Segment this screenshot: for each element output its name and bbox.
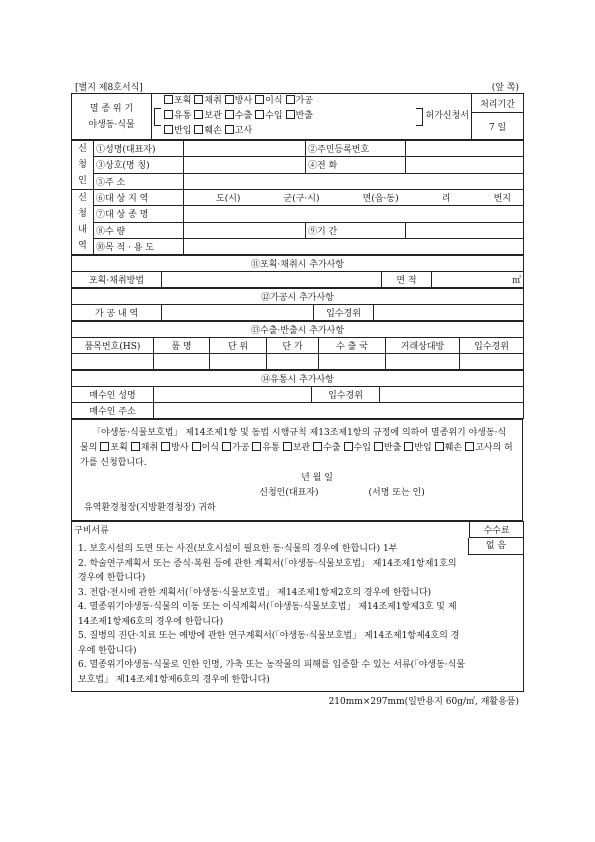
left-bracket: [154, 108, 161, 126]
signature-note: (서명 또는 인): [368, 488, 425, 498]
declaration-option-보관[interactable]: 보관: [280, 443, 310, 453]
title-line2: 야생동·식물: [88, 119, 135, 130]
checkbox-icon[interactable]: [161, 442, 170, 451]
address-label: ⑤주 소: [94, 173, 184, 189]
distribution-route-field[interactable]: [380, 387, 524, 403]
paper-spec: 210mm×297mm(일반용지 60g/㎡, 재활용품): [328, 697, 519, 707]
checkbox-icon[interactable]: [164, 95, 173, 104]
species-label: ⑦대 상 종 명: [94, 206, 184, 222]
document-item: 1. 보호시설의 도면 또는 사진(보호시설이 필요한 동·식물의 경우에 한합니다) 1부: [78, 544, 398, 554]
export-header-item: 품 명: [154, 338, 210, 354]
form-number: [별지 제8호서식]: [75, 83, 143, 93]
applicant-table: [71, 140, 524, 255]
declaration-option-수입[interactable]: 수입: [341, 443, 371, 453]
purpose-field[interactable]: [184, 238, 524, 254]
permit-option-반출[interactable]: 반출: [283, 111, 313, 121]
business-field[interactable]: [184, 157, 306, 173]
capture-method-label: 포획·채취방법: [72, 272, 162, 288]
address-field[interactable]: [184, 173, 524, 189]
applicant-signature-label: 신청인(대표자): [259, 488, 319, 498]
checkbox-icon[interactable]: [164, 110, 173, 119]
region-label: ⑥대 상 지 역: [94, 190, 184, 206]
processing-section-title: ⑫가공시 추가사항: [72, 289, 524, 305]
document-item: 6. 멸종위기야생동·식물로 인한 인명, 가축 또는 농작물의 피해를 입증할 수 있는 서류(「야생동·식물보호법」 제14조제1항제6호의 경우에 한합니다): [78, 660, 466, 685]
checkbox-icon[interactable]: [225, 110, 234, 119]
region-field[interactable]: [184, 190, 524, 206]
rrn-label: ②주민등록번호: [306, 141, 406, 157]
processing-route-label: 입수경위: [314, 305, 374, 321]
processing-route-field[interactable]: [374, 305, 524, 321]
export-country-field[interactable]: [319, 354, 386, 370]
form-suffix: 허가신청서: [425, 111, 469, 121]
title-table: [71, 93, 524, 140]
export-header-country: 수 출 국: [319, 338, 386, 354]
distribution-table: [71, 370, 524, 419]
area-unit: ㎡: [512, 276, 522, 286]
export-table: [71, 321, 524, 370]
rrn-field[interactable]: [406, 141, 524, 157]
checkbox-icon[interactable]: [286, 95, 295, 104]
export-header-unit: 단 위: [210, 338, 267, 354]
buyer-name-field[interactable]: [154, 387, 312, 403]
quantity-field[interactable]: [184, 222, 306, 238]
checkbox-icon[interactable]: [255, 95, 264, 104]
document-item: 5. 질병의 진단·치료 또는 예방에 관한 연구계획서(「야생동·식물보호법」 제14조제1항제4호의 경우에 한합니다): [78, 631, 460, 656]
export-header-partner: 거래상대방: [386, 338, 460, 354]
permit-option-row-2: [161, 109, 416, 124]
form-title-label: [72, 94, 152, 140]
declaration-table: [71, 419, 523, 521]
period-label: 처리기간: [472, 94, 524, 113]
checkbox-icon[interactable]: [435, 442, 444, 451]
declaration-option-반입[interactable]: 반입: [401, 443, 431, 453]
processing-details-label: 가 공 내 역: [72, 305, 162, 321]
checkbox-icon[interactable]: [344, 442, 353, 451]
fee-label: 수수료: [470, 522, 524, 538]
permit-option-수입[interactable]: 수입: [252, 111, 282, 121]
region-village: 리: [441, 194, 451, 205]
fee-value: 없 음: [468, 538, 524, 556]
declaration-options: [97, 443, 492, 453]
declaration-option-방사[interactable]: 방사: [158, 443, 188, 453]
permit-option-이식[interactable]: 이식: [252, 96, 282, 106]
area-label: 면 적: [382, 272, 432, 288]
region-county: 군(구·시): [283, 194, 320, 205]
processing-table: [71, 288, 524, 321]
distribution-route-label: 입수경위: [312, 387, 380, 403]
declaration-date: 년 월 일: [301, 473, 333, 483]
permit-option-반입[interactable]: 반입: [161, 126, 191, 136]
page-side: (앞 쪽): [491, 83, 519, 93]
checkbox-icon[interactable]: [194, 95, 203, 104]
period-field[interactable]: [406, 222, 524, 238]
declaration-option-훼손[interactable]: 훼손: [432, 443, 462, 453]
checkbox-icon[interactable]: [100, 442, 109, 451]
declaration-text: 「야생동·식물보호법」 제14조제1항 및 동법 시행규칙 제13조제1항의 규정에 의하여 멸종위기 야생동·식물의 포획 채취 방사 이식 가공 유통 보관 수출 수입 반출 반입 훼손 고사의 허가를 신청합니다.: [80, 428, 513, 468]
permit-option-포획[interactable]: 포획: [161, 96, 191, 106]
name-label: ①성명(대표자): [94, 141, 184, 157]
permit-option-방사[interactable]: 방사: [222, 96, 252, 106]
declaration-option-포획[interactable]: 포획: [97, 443, 127, 453]
distribution-section-title: ⑭유통시 추가사항: [72, 371, 524, 387]
declaration-option-채취[interactable]: 채취: [128, 443, 158, 453]
business-label: ③상호(명 칭): [94, 157, 184, 173]
document-items: [78, 542, 517, 687]
permit-option-rows: [161, 94, 416, 139]
documents-title: 구비서류: [72, 522, 470, 538]
export-route-field[interactable]: [460, 354, 524, 370]
export-header-route: 입수경위: [460, 338, 524, 354]
checkbox-icon[interactable]: [225, 95, 234, 104]
name-field[interactable]: [184, 141, 306, 157]
permit-option-가공[interactable]: 가공: [283, 96, 313, 106]
permit-option-유통[interactable]: 유통: [161, 111, 191, 121]
export-unit-field[interactable]: [210, 354, 267, 370]
processing-details-field[interactable]: [162, 305, 314, 321]
declaration-block: [72, 420, 523, 521]
permit-type-options: [152, 94, 472, 140]
request-side-label: 신 청 내 역: [72, 190, 94, 255]
export-header-price: 단 가: [267, 338, 319, 354]
declaration-option-유통[interactable]: 유통: [249, 443, 279, 453]
phone-field[interactable]: [406, 157, 524, 173]
period-value: 7 일: [472, 113, 524, 140]
buyer-address-label: 매수인 주소: [72, 403, 154, 419]
application-form: [71, 78, 523, 707]
export-partner-field[interactable]: [386, 354, 460, 370]
document-item: 2. 학술연구계획서 또는 증식·복원 등에 관한 계획서(「야생동·식물보호법」 제14조제1항제1호의 경우에 한합니다): [78, 558, 457, 583]
declaration-option-수출[interactable]: 수출: [310, 443, 340, 453]
region-town: 면(읍·동): [362, 194, 399, 205]
documents-table: [71, 521, 524, 692]
checkbox-icon[interactable]: [255, 110, 264, 119]
region-province: 도(시): [216, 194, 241, 205]
checkbox-icon[interactable]: [283, 442, 292, 451]
declaration-option-고사[interactable]: 고사: [462, 443, 492, 453]
permit-option-row-1: [161, 94, 416, 109]
permit-option-고사[interactable]: 고사: [222, 126, 252, 136]
applicant-side-label: 신 청 인: [72, 141, 94, 190]
capture-table: [71, 255, 524, 288]
permit-option-채취[interactable]: 채취: [191, 96, 221, 106]
phone-label: ④전 화: [306, 157, 406, 173]
area-field[interactable]: [432, 272, 524, 288]
declaration-option-가공[interactable]: 가공: [219, 443, 249, 453]
checkbox-icon[interactable]: [164, 125, 173, 134]
buyer-address-field[interactable]: [154, 403, 524, 419]
title-line1: 멸 종 위 기: [89, 103, 134, 114]
region-lot: 번지: [493, 194, 511, 205]
checkbox-icon[interactable]: [222, 442, 231, 451]
right-bracket: [416, 108, 423, 126]
export-hs-field[interactable]: [72, 354, 154, 370]
checkbox-icon[interactable]: [194, 110, 203, 119]
export-price-field[interactable]: [267, 354, 319, 370]
capture-section-title: ⑪포획·채취시 추가사항: [72, 256, 524, 272]
permit-option-row-3: [161, 124, 416, 139]
documents-list: [72, 538, 524, 692]
export-header-hs: 품목번호(HS): [72, 338, 154, 354]
checkbox-icon[interactable]: [225, 125, 234, 134]
declaration-option-이식[interactable]: 이식: [189, 443, 219, 453]
species-field[interactable]: [184, 206, 524, 222]
period-field-label: ⑨기 간: [306, 222, 406, 238]
recipient: 유역환경청장(지방환경청장) 귀하: [84, 503, 216, 513]
capture-method-field[interactable]: [162, 272, 382, 288]
purpose-label: ⑩목 적 · 용 도: [94, 238, 184, 254]
checkbox-icon[interactable]: [194, 125, 203, 134]
permit-option-훼손[interactable]: 훼손: [191, 126, 221, 136]
checkbox-icon[interactable]: [252, 442, 261, 451]
export-section-title: ⑬수출·반출시 추가사항: [72, 322, 524, 338]
checkbox-icon[interactable]: [313, 442, 322, 451]
export-item-field[interactable]: [154, 354, 210, 370]
checkbox-icon[interactable]: [286, 110, 295, 119]
checkbox-icon[interactable]: [192, 442, 201, 451]
permit-option-수출[interactable]: 수출: [222, 111, 252, 121]
checkbox-icon[interactable]: [404, 442, 413, 451]
checkbox-icon[interactable]: [131, 442, 140, 451]
checkbox-icon[interactable]: [374, 442, 383, 451]
declaration-option-반출[interactable]: 반출: [371, 443, 401, 453]
document-item: 3. 전람·전시에 관한 계획서(「야생동·식물보호법」 제14조제1항제2호의 경우에 한합니다): [78, 587, 432, 598]
buyer-name-label: 매수인 성명: [72, 387, 154, 403]
checkbox-icon[interactable]: [465, 442, 474, 451]
permit-option-보관[interactable]: 보관: [191, 111, 221, 121]
quantity-label: ⑧수 량: [94, 222, 184, 238]
document-item: 4. 멸종위기야생동·식물의 이동 또는 이식계획서(「야생동·식물보호법」 제14조제1항제3호 및 제14조제1항제6호의 경우에 한합니다): [78, 602, 457, 627]
